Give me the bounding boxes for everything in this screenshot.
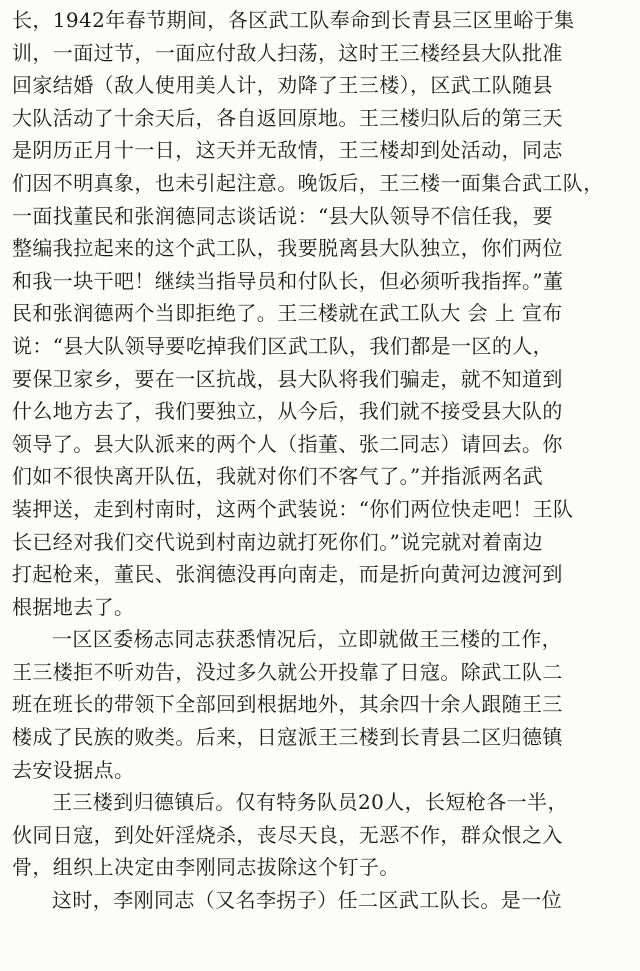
text-line: 领导了。县大队派来的两个人（指董、张二同志）请回去。你 bbox=[12, 431, 563, 456]
text-line: 是阴历正月十一日，这天并无敌情，王三楼却到处活动，同志 bbox=[12, 138, 563, 163]
paragraph-start-line: 一区区委杨志同志获悉情况后，立即就做王三楼的工作， bbox=[52, 627, 562, 652]
text-line: 大队活动了十余天后，各自返回原地。王三楼归队后的第三天 bbox=[12, 105, 563, 130]
text-line: 长已经对我们交代说到村南边就打死你们。”说完就对着南边 bbox=[12, 529, 544, 554]
paragraph-start-line: 王三楼到归德镇后。仅有特务队员20人，长短枪各一半， bbox=[52, 790, 568, 815]
document-body bbox=[12, 4, 632, 917]
text-line: 说：“县大队领导要吃掉我们区武工队，我们都是一区的人， bbox=[12, 333, 554, 358]
text-line: 楼成了民族的败类。后来，日寇派王三楼到长青县二区归德镇 bbox=[12, 725, 563, 750]
text-line: 装押送，走到村南时，这两个武装说：“你们两位快走吧！王队 bbox=[12, 496, 574, 521]
text-line: 伙同日寇，到处奸淫烧杀，丧尽天良，无恶不作，群众恨之入 bbox=[12, 822, 563, 847]
text-line: 们因不明真象，也未引起注意。晚饭后，王三楼一面集合武工队， bbox=[12, 170, 604, 195]
text-line: 们如不很快离开队伍，我就对你们不客气了。”并指派两名武 bbox=[12, 464, 544, 489]
text-line: 民和张润德两个当即拒绝了。王三楼就在武工队大 会 上 宣布 bbox=[12, 301, 563, 326]
text-line: 一面找董民和张润德同志谈话说：“县大队领导不信任我，要 bbox=[12, 203, 554, 228]
text-line: 打起枪来，董民、张润德没再向南走，而是折向黄河边渡河到 bbox=[12, 562, 563, 587]
text-line: 要保卫家乡，要在一区抗战，县大队将我们骗走，就不知道到 bbox=[12, 366, 563, 391]
text-line: 训，一面过节，一面应付敌人扫荡，这时王三楼经县大队批准 bbox=[12, 40, 563, 65]
text-line: 和我一块干吧！继续当指导员和付队长，但必须听我指挥。”董 bbox=[12, 268, 564, 293]
text-line: 根据地去了。 bbox=[12, 594, 135, 619]
text-line: 什么地方去了，我们要独立，从今后，我们就不接受县大队的 bbox=[12, 399, 563, 424]
text-line: 王三楼拒不听劝告，没过多久就公开投靠了日寇。除武工队二 bbox=[12, 659, 563, 684]
text-line: 班在班长的带领下全部回到根据地外，其余四十余人跟随王三 bbox=[12, 692, 563, 717]
text-line: 骨，组织上决定由李刚同志拔除这个钉子。 bbox=[12, 855, 400, 880]
paragraph-start-line: 这时，李刚同志（又名李拐子）任二区武工队长。是一位 bbox=[52, 888, 562, 913]
text-line: 整编我拉起来的这个武工队，我要脱离县大队独立，你们两位 bbox=[12, 236, 563, 261]
text-line: 回家结婚（敌人使用美人计，劝降了王三楼），区武工队随县 bbox=[12, 73, 553, 98]
text-line: 去安设据点。 bbox=[12, 757, 135, 782]
text-line: 长，1942年春节期间，各区武工队奉命到长青县三区里峪于集 bbox=[12, 8, 575, 32]
